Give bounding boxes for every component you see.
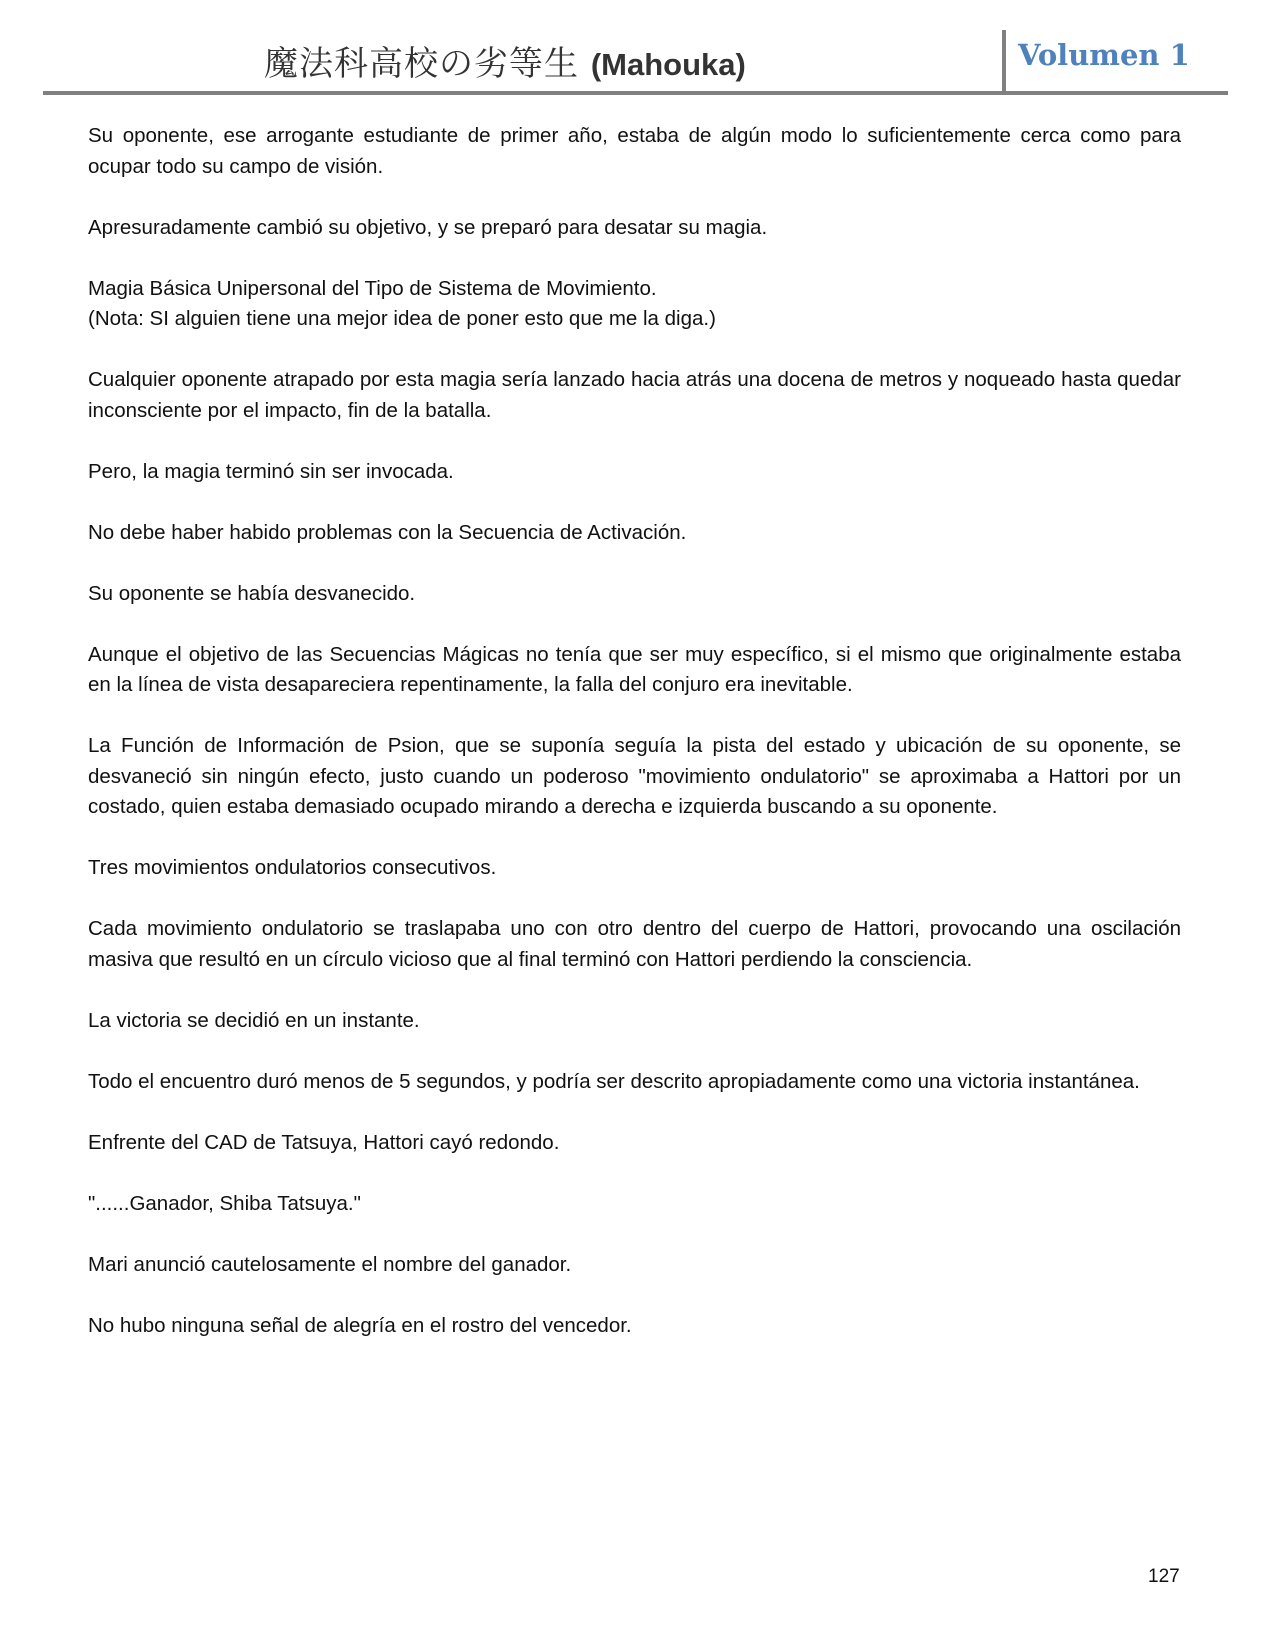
volume-label: Volumen 1 xyxy=(1018,38,1190,72)
page-number: 127 xyxy=(1148,1566,1180,1587)
book-title xyxy=(264,36,746,85)
paragraph-line: Magia Básica Unipersonal del Tipo de Sistema de Movimiento. xyxy=(88,276,657,300)
paragraph: Aunque el objetivo de las Secuencias Mágicas no tenía que ser muy específico, si el mismo que originalmente estaba en la línea de vista desapareciera repentinamente, la falla del conjuro era inevitable. xyxy=(88,642,1181,696)
paragraph: Mari anunció cautelosamente el nombre del ganador. xyxy=(88,1252,572,1276)
header-rule xyxy=(43,91,1228,95)
paragraph: Cualquier oponente atrapado por esta magia sería lanzado hacia atrás una docena de metros y noqueado hasta quedar inconsciente por el impacto, fin de la batalla. xyxy=(88,368,1181,422)
paragraph: Todo el encuentro duró menos de 5 segundos, y podría ser descrito apropiadamente como una victoria instantánea. xyxy=(88,1069,1140,1093)
header-divider xyxy=(1002,30,1006,94)
paragraph: Apresuradamente cambió su objetivo, y se preparó para desatar su magia. xyxy=(88,215,768,239)
paragraph-group xyxy=(88,274,1181,335)
book-title-japanese: 魔法科高校の劣等生 xyxy=(264,44,579,84)
paragraph: Su oponente, ese arrogante estudiante de primer año, estaba de algún modo lo suficientemente cerca como para ocupar todo su campo de visión. xyxy=(88,124,1181,178)
translator-note: (Nota: SI alguien tiene una mejor idea de poner esto que me la diga.) xyxy=(88,307,716,330)
paragraph: Pero, la magia terminó sin ser invocada. xyxy=(88,459,454,483)
paragraph: La victoria se decidió en un instante. xyxy=(88,1008,420,1032)
paragraph: Su oponente se había desvanecido. xyxy=(88,581,416,605)
paragraph: Tres movimientos ondulatorios consecutivos. xyxy=(88,856,497,879)
paragraph: Cada movimiento ondulatorio se traslapaba uno con otro dentro del cuerpo de Hattori, provocando una oscilación masiva que resultó en un círculo vicioso que al final terminó con Hattori perdiendo la consciencia. xyxy=(88,917,1181,971)
paragraph: No hubo ninguna señal de alegría en el rostro del vencedor. xyxy=(88,1313,632,1337)
paragraph: Enfrente del CAD de Tatsuya, Hattori cayó redondo. xyxy=(88,1130,560,1154)
paragraph: La Función de Información de Psion, que se suponía seguía la pista del estado y ubicación de su oponente, se desvaneció sin ningún efecto, justo cuando un poderoso "movimiento ondulatorio" se aproximaba a Hattori por un costado, quien estaba demasiado ocupado mirando a derecha e izquierda buscando a su oponente. xyxy=(88,734,1181,818)
paragraph: "......Ganador, Shiba Tatsuya." xyxy=(88,1191,361,1215)
page-header xyxy=(0,0,1275,100)
book-title-latin: (Mahouka) xyxy=(590,47,746,82)
page-body xyxy=(88,121,1181,1372)
paragraph: No debe haber habido problemas con la Secuencia de Activación. xyxy=(88,520,687,544)
